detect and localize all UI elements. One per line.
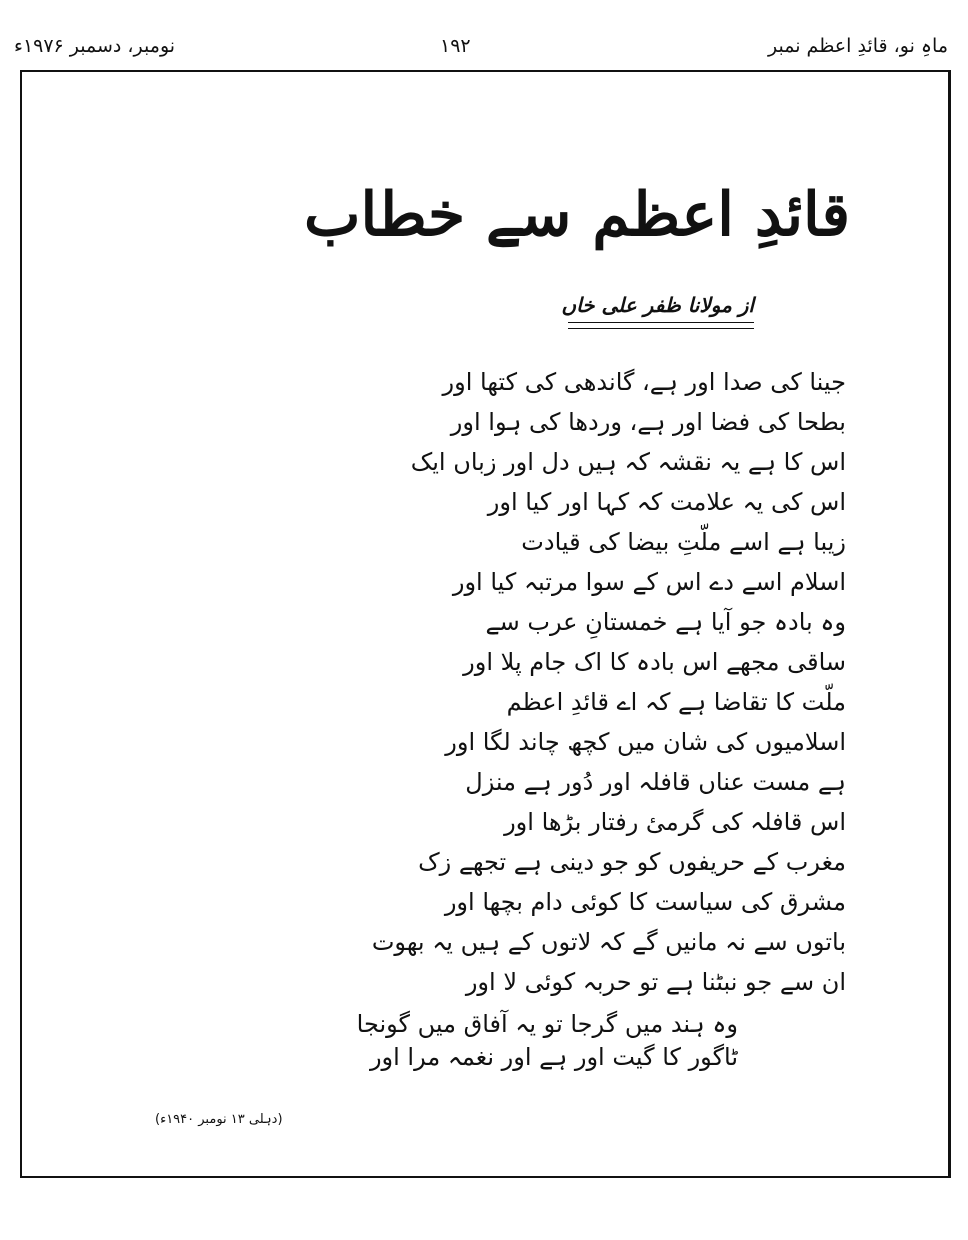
poem-line: اسلام اسے دے اس کے سوا مرتبہ کیا اور	[452, 568, 846, 596]
poem-line: وہ بادہ جو آیا ہے خمستانِ عرب سے	[485, 608, 846, 636]
poem-title: قائدِ اعظم سے خطاب	[304, 180, 850, 250]
poem-line: بطحا کی فضا اور ہے، وردھا کی ہوا اور	[450, 408, 846, 436]
poem-line: مشرق کی سیاست کا کوئی دام بچھا اور	[444, 888, 846, 916]
magazine-title: ماہِ نو، قائدِ اعظم نمبر	[768, 35, 948, 57]
author-byline: از مولانا ظفر علی خاں	[561, 293, 754, 317]
poem-line: مغرب کے حریفوں کو جو دینی ہے تجھے زک	[418, 848, 846, 876]
poem-line: ٹاگور کا گیت اور ہے اور نغمہ مرا اور	[369, 1043, 738, 1071]
poem-line: زیبا ہے اسے ملّتِ بیضا کی قیادت	[521, 528, 846, 556]
poem-line: جینا کی صدا اور ہے، گاندھی کی کتھا اور	[442, 368, 846, 396]
poem-line: ساقی مجھے اس بادہ کا اک جام پلا اور	[463, 648, 846, 676]
poem-line: ان سے جو نبٹنا ہے تو حربہ کوئی لا اور	[465, 968, 846, 996]
poem-line: ملّت کا تقاضا ہے کہ اے قائدِ اعظم	[506, 688, 846, 716]
author-underline	[568, 322, 754, 323]
author-underline-second	[568, 328, 754, 329]
poem-line: ہے مست عناں قافلہ اور دُور ہے منزل	[465, 768, 846, 796]
poem-body	[0, 365, 968, 1085]
poem-line: وہ ہند میں گرجا تو یہ آفاق میں گونجا	[356, 1010, 738, 1038]
poem-line: اس کا ہے یہ نقشہ کہ ہیں دل اور زباں ایک	[410, 448, 846, 476]
poem-line: اس کی یہ علامت کہ کہا اور کیا اور	[487, 488, 846, 516]
poem-line: اسلامیوں کی شان میں کچھ چاند لگا اور	[445, 728, 846, 756]
poem-line: اس قافلہ کی گرمیٔ رفتار بڑھا اور	[504, 808, 846, 836]
footnote-date: (دہلی ۱۳ نومبر ۱۹۴۰ء)	[155, 1112, 283, 1127]
poem-line: باتوں سے نہ مانیں گے کہ لاتوں کے ہیں یہ بھوت	[371, 928, 846, 956]
page-number: ۱۹۲	[440, 35, 471, 57]
issue-date: نومبر، دسمبر ۱۹۷۶ء	[14, 35, 176, 57]
